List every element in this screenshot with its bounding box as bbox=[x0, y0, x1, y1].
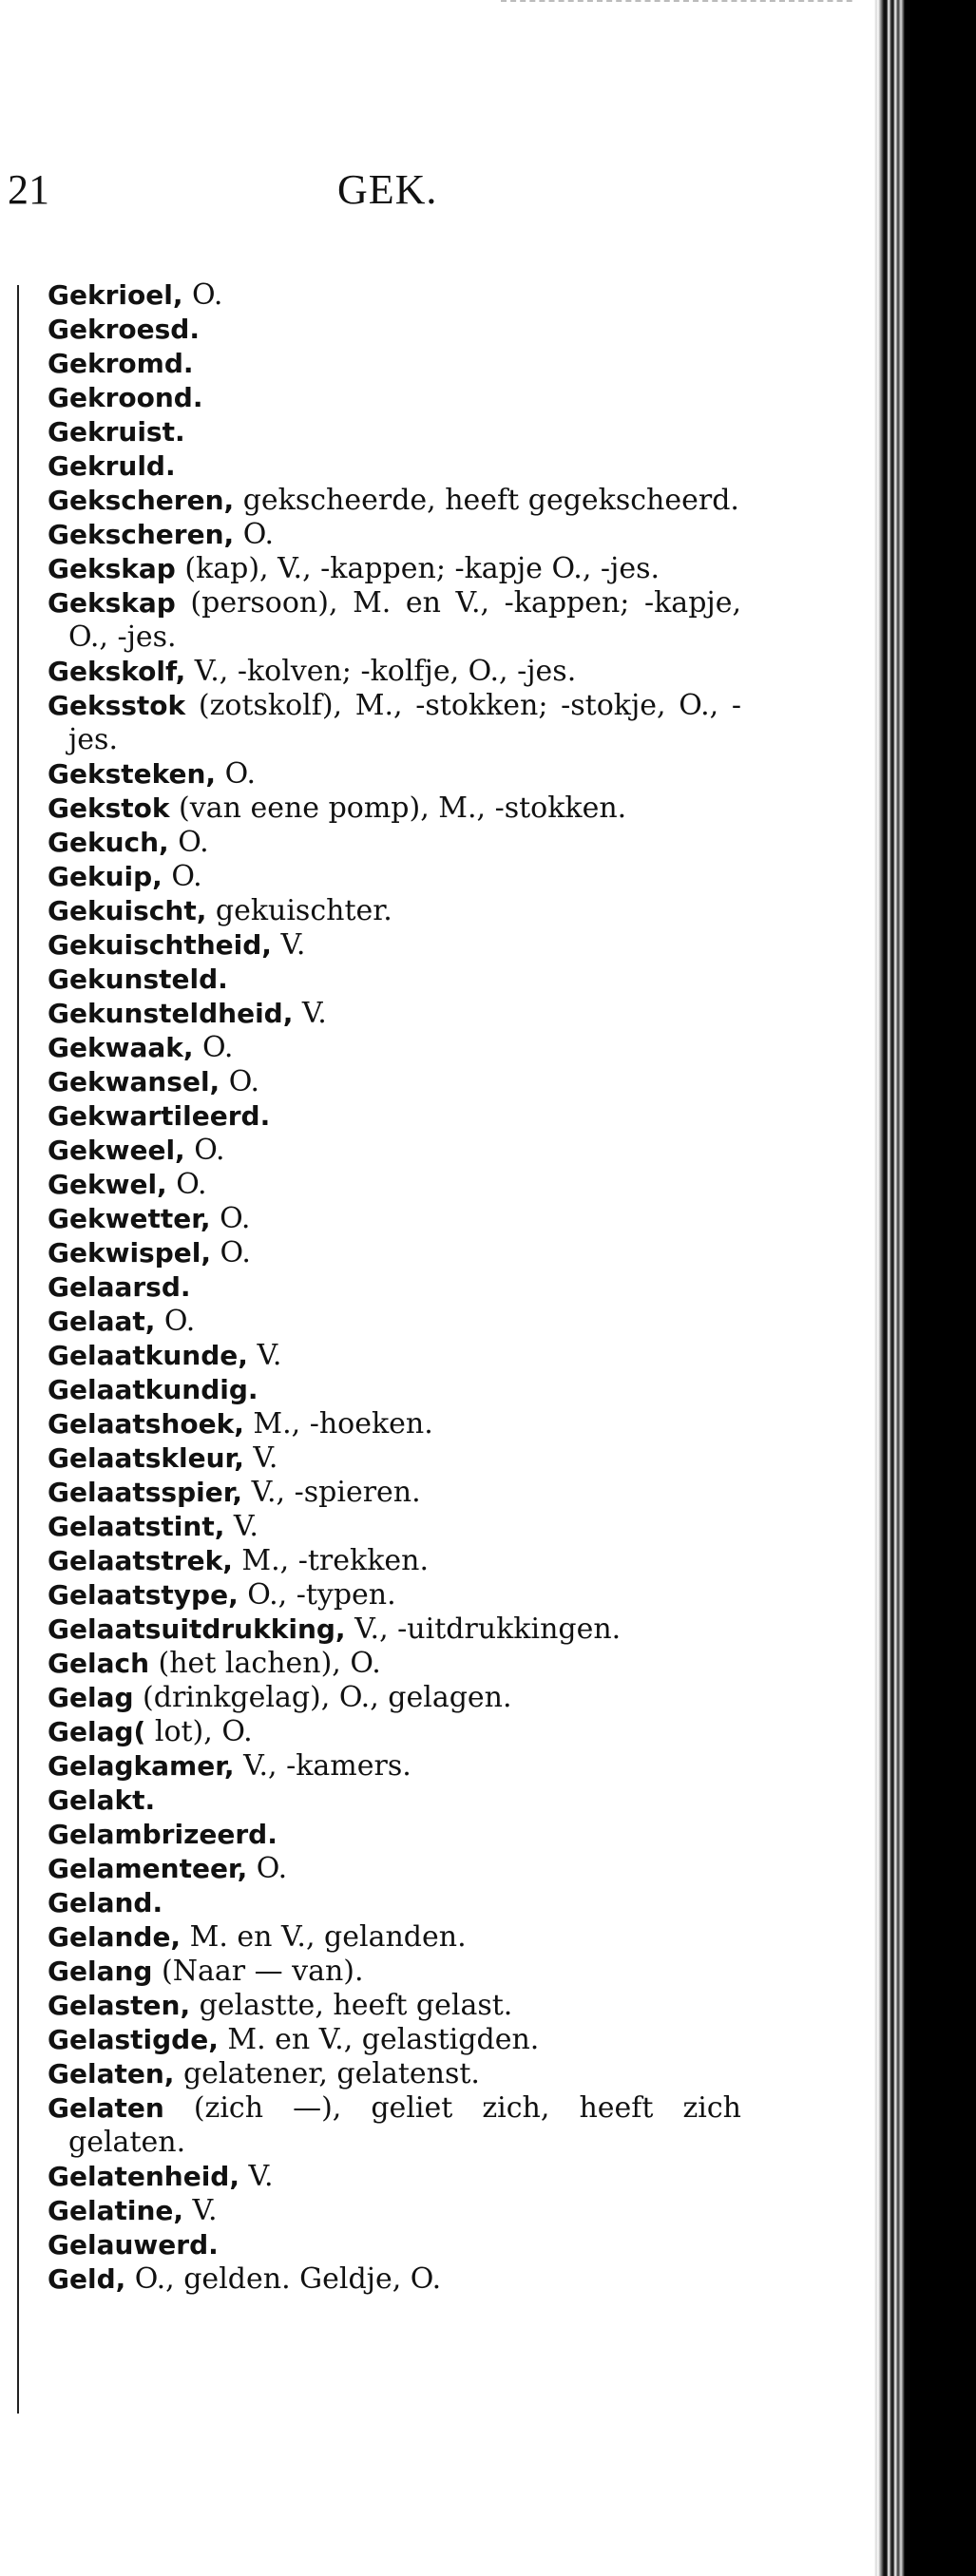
entry-definition: V. bbox=[239, 2160, 274, 2193]
entry-headword: Gelaatstrek, bbox=[48, 1545, 233, 1576]
page-top-edge bbox=[501, 0, 881, 10]
entry-definition: gelatener, gelatenst. bbox=[174, 2057, 480, 2090]
book-binding-edge bbox=[855, 0, 976, 2576]
entry-definition: V. bbox=[183, 2194, 218, 2227]
dictionary-entry bbox=[48, 2160, 741, 2194]
entry-definition: gekuischter. bbox=[206, 894, 392, 927]
entry-definition: lot), O. bbox=[145, 1715, 253, 1748]
dictionary-entry bbox=[48, 2262, 741, 2297]
dictionary-entry bbox=[48, 586, 741, 655]
dictionary-entries bbox=[48, 278, 741, 2297]
dictionary-entry bbox=[48, 655, 741, 689]
entry-headword: Gekwetter, bbox=[48, 1203, 211, 1234]
entry-definition: (kap), V., -kappen; -kapje O., -jes. bbox=[175, 552, 660, 585]
entry-headword: Gekunsteldheid, bbox=[48, 998, 294, 1029]
dictionary-entry bbox=[48, 1989, 741, 2023]
dictionary-entry bbox=[48, 1373, 741, 1407]
entry-definition: V., -kamers. bbox=[234, 1749, 411, 1783]
entry-definition: M. en V., gelanden. bbox=[181, 1920, 467, 1954]
entry-headword: Gelaatstype, bbox=[48, 1579, 239, 1611]
entry-headword: Gekscheren, bbox=[48, 519, 235, 550]
entry-definition: O. bbox=[193, 1031, 234, 1064]
dictionary-entry bbox=[48, 278, 741, 313]
dictionary-entry bbox=[48, 1955, 741, 1989]
entry-headword: Gekunsteld. bbox=[48, 964, 228, 995]
dictionary-entry bbox=[48, 449, 741, 484]
entry-headword: Gekwel, bbox=[48, 1169, 167, 1200]
entry-definition: O. bbox=[155, 1305, 196, 1338]
dictionary-entry bbox=[48, 689, 741, 757]
entry-definition: V. bbox=[293, 997, 327, 1030]
entry-definition: O., gelden. Geldje, O. bbox=[125, 2262, 442, 2296]
entry-definition: O. bbox=[216, 757, 256, 791]
dictionary-entry bbox=[48, 1202, 741, 1236]
entry-definition: O. bbox=[182, 278, 223, 312]
entry-headword: Gelaatkunde, bbox=[48, 1340, 248, 1371]
entry-definition: gekscheerde, heeft gegekscheerd. bbox=[234, 484, 739, 517]
running-head: GEK. bbox=[337, 166, 438, 213]
entry-headword: Gelaat, bbox=[48, 1306, 156, 1337]
entry-definition: O. bbox=[184, 1134, 225, 1167]
dictionary-entry bbox=[48, 1134, 741, 1168]
column-rule bbox=[17, 285, 19, 2414]
dictionary-entry bbox=[48, 963, 741, 997]
entry-definition: (zich —), geliet zich, heeft zich gelaten. bbox=[68, 2091, 741, 2159]
entry-definition: V., -spieren. bbox=[242, 1476, 421, 1509]
dictionary-entry bbox=[48, 1305, 741, 1339]
entry-headword: Gekwispel, bbox=[48, 1237, 211, 1269]
entry-headword: Gekromd. bbox=[48, 348, 194, 379]
entry-headword: Gekscheren, bbox=[48, 485, 235, 516]
entry-headword: Gelauwerd. bbox=[48, 2229, 219, 2261]
dictionary-entry bbox=[48, 484, 741, 518]
entry-definition: O. bbox=[168, 826, 209, 859]
entry-headword: Geksteken, bbox=[48, 758, 217, 790]
dictionary-entry bbox=[48, 1236, 741, 1270]
entry-headword: Gelaten, bbox=[48, 2058, 175, 2089]
entry-definition: (drinkgelag), O., gelagen. bbox=[133, 1681, 512, 1714]
entry-headword: Gelaatsuitdrukking, bbox=[48, 1613, 346, 1645]
entry-headword: Gekweel, bbox=[48, 1135, 185, 1166]
entry-headword: Gelastigde, bbox=[48, 2024, 219, 2055]
entry-headword: Gekuischt, bbox=[48, 895, 207, 926]
dictionary-entry bbox=[48, 1476, 741, 1510]
dictionary-entry bbox=[48, 1818, 741, 1852]
entry-definition: M. en V., gelastigden. bbox=[218, 2023, 540, 2056]
dictionary-entry bbox=[48, 894, 741, 928]
entry-headword: Gelaatshoek, bbox=[48, 1408, 244, 1440]
dictionary-entry bbox=[48, 997, 741, 1031]
entry-definition: O. bbox=[211, 1236, 251, 1269]
dictionary-entry bbox=[48, 1339, 741, 1373]
entry-headword: Gelaatskleur, bbox=[48, 1442, 244, 1474]
entry-headword: Gekruld. bbox=[48, 450, 176, 482]
entry-headword: Gekroesd. bbox=[48, 314, 200, 345]
entry-headword: Gelag bbox=[48, 1682, 134, 1713]
dictionary-entry bbox=[48, 347, 741, 381]
dictionary-entry bbox=[48, 415, 741, 449]
dictionary-entry bbox=[48, 1612, 741, 1647]
entry-definition: O. bbox=[210, 1202, 251, 1235]
dictionary-entry bbox=[48, 757, 741, 792]
dictionary-entry bbox=[48, 518, 741, 552]
entry-definition: O., -typen. bbox=[238, 1578, 396, 1612]
dictionary-entry bbox=[48, 1407, 741, 1441]
entry-definition: M., -hoeken. bbox=[243, 1407, 433, 1441]
entry-definition: V., -uitdrukkingen. bbox=[345, 1612, 622, 1646]
entry-headword: Geland. bbox=[48, 1887, 163, 1918]
entry-headword: Gelach bbox=[48, 1648, 149, 1679]
entry-definition: O. bbox=[162, 860, 202, 893]
entry-headword: Gelamenteer, bbox=[48, 1853, 248, 1884]
entry-headword: Gekuip, bbox=[48, 861, 163, 892]
dictionary-entry bbox=[48, 2091, 741, 2160]
entry-headword: Gekrioel, bbox=[48, 279, 183, 311]
dictionary-entry bbox=[48, 826, 741, 860]
entry-definition: V. bbox=[224, 1510, 258, 1543]
entry-definition: (het lachen), O. bbox=[149, 1647, 381, 1680]
dictionary-entry bbox=[48, 1510, 741, 1544]
entry-definition: (van eene pomp), M., -stokken. bbox=[169, 792, 627, 825]
dictionary-entry bbox=[48, 2057, 741, 2091]
entry-headword: Gekwaak, bbox=[48, 1032, 194, 1063]
page-number: 21 bbox=[8, 166, 49, 213]
dictionary-entry bbox=[48, 1749, 741, 1784]
entry-headword: Gekruist. bbox=[48, 416, 185, 448]
entry-headword: Gelaatstint, bbox=[48, 1511, 225, 1542]
entry-headword: Gelande, bbox=[48, 1921, 182, 1953]
entry-headword: Gekwartileerd. bbox=[48, 1100, 271, 1132]
entry-headword: Gekuischtheid, bbox=[48, 929, 272, 961]
entry-definition: V. bbox=[243, 1441, 278, 1475]
entry-headword: Gekwansel, bbox=[48, 1066, 220, 1097]
dictionary-entry bbox=[48, 1544, 741, 1578]
entry-headword: Gelagkamer, bbox=[48, 1750, 235, 1782]
entry-definition: V., -kolven; -kolfje, O., -jes. bbox=[185, 655, 577, 688]
dictionary-entry bbox=[48, 2194, 741, 2228]
entry-definition: V. bbox=[247, 1339, 282, 1372]
entry-headword: Gelatenheid, bbox=[48, 2161, 239, 2192]
dictionary-entry bbox=[48, 2228, 741, 2262]
entry-definition: (Naar — van). bbox=[152, 1955, 364, 1988]
entry-definition: (zotskolf), M., -stokken; -stokje, O., -jes. bbox=[68, 689, 741, 756]
entry-headword: Gelaten bbox=[48, 2092, 164, 2124]
entry-definition: O. bbox=[234, 518, 275, 551]
entry-definition: V. bbox=[271, 928, 306, 962]
dictionary-entry bbox=[48, 860, 741, 894]
entry-definition: M., -trekken. bbox=[232, 1544, 429, 1577]
entry-definition: (persoon), M. en V., -kappen; -kapje, O., -jes. bbox=[68, 586, 741, 654]
dictionary-entry bbox=[48, 1920, 741, 1955]
dictionary-entry bbox=[48, 1647, 741, 1681]
entry-headword: Gelatine, bbox=[48, 2195, 184, 2226]
dictionary-entry bbox=[48, 1852, 741, 1886]
dictionary-entry bbox=[48, 2023, 741, 2057]
entry-headword: Gelakt. bbox=[48, 1784, 156, 1816]
entry-headword: Geksstok bbox=[48, 690, 186, 721]
entry-headword: Gelambrizeerd. bbox=[48, 1819, 277, 1850]
entry-headword: Gelaatsspier, bbox=[48, 1477, 243, 1508]
entry-definition: gelastte, heeft gelast. bbox=[190, 1989, 513, 2022]
entry-headword: Gekroond. bbox=[48, 382, 203, 413]
entry-definition: O. bbox=[220, 1065, 260, 1098]
dictionary-entry bbox=[48, 1681, 741, 1715]
entry-definition: O. bbox=[247, 1852, 288, 1885]
dictionary-entry bbox=[48, 1270, 741, 1305]
dictionary-entry bbox=[48, 1578, 741, 1612]
dictionary-entry bbox=[48, 1065, 741, 1099]
dictionary-entry bbox=[48, 1784, 741, 1818]
entry-headword: Gekstok bbox=[48, 792, 170, 824]
entry-headword: Gekuch, bbox=[48, 827, 169, 858]
dictionary-entry bbox=[48, 313, 741, 347]
dictionary-entry bbox=[48, 1168, 741, 1202]
entry-headword: Gelaarsd. bbox=[48, 1271, 191, 1303]
entry-headword: Gelang bbox=[48, 1956, 153, 1987]
entry-headword: Gekskap bbox=[48, 587, 176, 619]
dictionary-entry bbox=[48, 1031, 741, 1065]
entry-headword: Gekskolf, bbox=[48, 656, 186, 687]
entry-headword: Geld, bbox=[48, 2263, 126, 2295]
dictionary-entry bbox=[48, 1715, 741, 1749]
dictionary-entry bbox=[48, 1886, 741, 1920]
dictionary-entry bbox=[48, 1099, 741, 1134]
dictionary-entry bbox=[48, 928, 741, 963]
dictionary-entry bbox=[48, 792, 741, 826]
dictionary-entry bbox=[48, 381, 741, 415]
dictionary-entry bbox=[48, 1441, 741, 1476]
entry-headword: Gelag( bbox=[48, 1716, 146, 1747]
entry-headword: Gelasten, bbox=[48, 1990, 191, 2021]
entry-headword: Gelaatkundig. bbox=[48, 1374, 258, 1405]
entry-definition: O. bbox=[166, 1168, 207, 1201]
entry-headword: Gekskap bbox=[48, 553, 176, 584]
dictionary-entry bbox=[48, 552, 741, 586]
